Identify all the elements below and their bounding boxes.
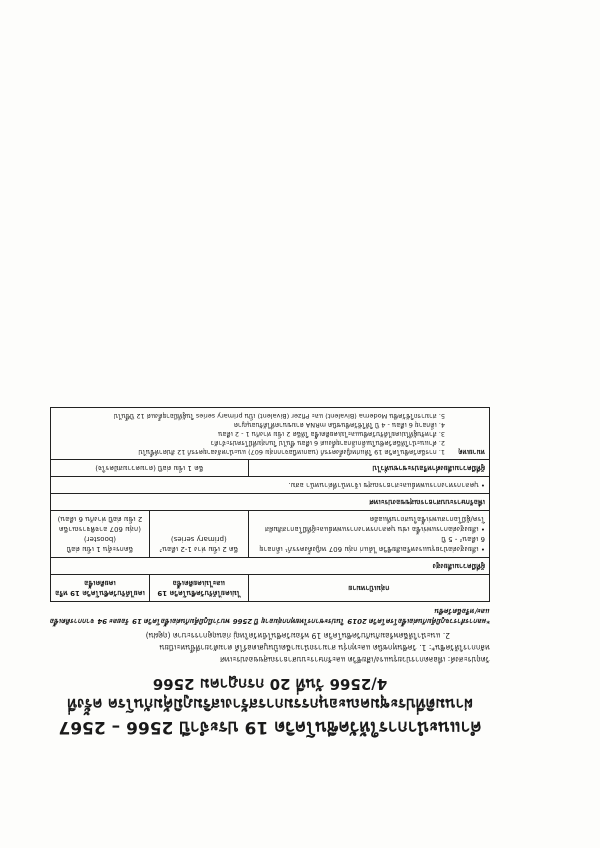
list-item: • เสี่ยงสูงต่อการแพร่เชื้อ เช่น บุคลากรทางการแพทย์และผู้ที่มีโอกาสสัมผัสโรค/ผู้มีโอกาสแพร่เชื้อในสถานที่แออัด bbox=[264, 515, 485, 533]
dose-text: ฉีดกระตุ้น 1 เข็ม ต่อปี bbox=[66, 545, 134, 553]
footnote-item: 3. สำหรับผู้ที่ไม่เคยได้รับวัคซีนและไม่เคยติดเชื้อ ให้ฉีด 2 เข็ม ห่างกัน 1 - 2 เดือน bbox=[218, 430, 445, 438]
dose-text: ฉีด 2 เข็ม ห่าง 1-2 เดือน³ bbox=[159, 545, 239, 553]
document-title: คำแนะนำการให้วัคซีนโควิด 19 ประจำปี 2566 – 2567 bbox=[58, 717, 482, 737]
footnote-item: 1. การฉีดวัคซีนโควิด 19 ให้แก่หญิงตั้งครรภ์ (นอกเหนือจากกลุ่ม 607) แนะนำหลังอายุครรภ์ 12 สัปดาห์ขึ้นไป bbox=[138, 448, 445, 456]
table-row bbox=[51, 460, 490, 477]
section-low-risk: ผู้ที่มีความเสี่ยงต่ำหรือประชาชนทั่วไป bbox=[248, 460, 489, 477]
list-item: • บุคลากรทางการแพทย์และสาธารณสุข เจ้าหน้าที่ด่านหน้า อสม. bbox=[288, 481, 485, 489]
survey-note: *ผลการสำรวจภูมิคุ้มกันต่อเชื้อโรคโควิด 2019 ในประชากรไทยทุกกลุ่มอายุ ปี 2566 พบว่ามีภูมิคุ้มกันต่อเชื้อโควิด 19 ร้อยละ 94 จากการติดเชื้อและ/หรือฉีดวัคซีน bbox=[50, 607, 490, 625]
section-high-risk: ผู้ที่มีความเสี่ยงสูง bbox=[51, 558, 490, 575]
health-system-groups-cell bbox=[51, 477, 490, 494]
header-previously-vaccinated: เคยได้รับวัคซีนโควิด 19 หรือเคยติดเชื้อ bbox=[51, 575, 150, 602]
principle-1-text: หลักการให้วัคซีน*: 1. วัคซีนทุกชนิด และทุกรุ่น สามารถนำมาฉีดเป็นบูสเตอร์ได้ ตามตัวยาที่ขึ้นทะเบียน bbox=[159, 643, 490, 652]
footnote-item: 4. เด็กอายุ 6 เดือน - 4 ปี ให้ใช้วัคซีนชนิด mRNA ตามขนาดที่ได้รับอนุญาต bbox=[233, 421, 445, 429]
footnote-item: 5. สามารถใช้วัคซีน Moderna (Bivalent) และ Pfizer (Bivalent) เป็น primary series ในผู้ที่มีอายุตั้งแต่ 12 ปีขึ้นไป bbox=[113, 412, 445, 420]
high-risk-groups-cell bbox=[248, 511, 489, 558]
recommendation-table bbox=[50, 459, 490, 602]
previously-vaccinated-cell bbox=[51, 511, 150, 558]
objective-text: วัตถุประสงค์: เพื่อลดการป่วยรุนแรง/เสียชีวิต และรักษาระบบสาธารณสุขของประเทศ bbox=[220, 655, 490, 664]
table-row bbox=[51, 477, 490, 494]
dose-text: (primary series) bbox=[170, 535, 227, 543]
list-item: • เสี่ยงสูงต่อป่วยรุนแรงหรือเสียชีวิต ได้แก่ กลุ่ม 607 หญิงตั้งครรภ์¹ เด็กอายุ 6 เดือน² - 5 ปี bbox=[259, 535, 485, 553]
table-row bbox=[51, 558, 490, 575]
dose-text: (booster) bbox=[83, 535, 116, 543]
never-vaccinated-cell bbox=[149, 511, 248, 558]
footnote-item: 2. คำแนะนำให้ฉีดวัคซีนในเด็กเล็กอายุตั้งแต่ 6 เดือน ขึ้นไป ในกลุ่มที่มีโรคประจำตัว bbox=[210, 439, 445, 447]
document-subtitle: ผ่านมติที่ประชุมคณะอนุกรรมการสร้างเสริมภูมิคุ้มกันโรค ครั้งที่ 4/2566 วันที่ 20 กรกฎาคม 2566 bbox=[67, 675, 473, 713]
document-content bbox=[50, 407, 490, 738]
table-row bbox=[51, 494, 490, 511]
header-target-group: กลุ่มเป้าหมาย bbox=[248, 575, 489, 602]
dose-text: (กลุ่ม 607 อาจพิจารณาฉีด bbox=[58, 525, 142, 533]
low-risk-dose-cell: ฉีด 1 เข็ม ต่อปี (ตามความสมัครใจ) bbox=[51, 460, 249, 477]
table-row bbox=[51, 511, 490, 558]
header-never-vaccinated: ไม่เคยได้รับวัคซีนโควิด 19 และไม่เคยติดเชื้อ bbox=[149, 575, 248, 602]
footnotes-box bbox=[50, 407, 490, 459]
table-header-row bbox=[51, 575, 490, 602]
footnotes-list bbox=[55, 411, 445, 456]
dose-text: 2 เข็ม ต่อปี ห่างกัน 6 เดือน) bbox=[57, 515, 143, 523]
section-health-system: เพื่อรักษาระบบสาธารณสุขของประเทศ bbox=[51, 494, 490, 511]
principle-2-text: 2. แนะนำให้ฉีดพร้อมกันกับวัคซีนโควิด 19 พร้อมวัคซีนไข้หวัดใหญ่ ก่อนฤดูการระบาด (ฤดูฝน) bbox=[145, 631, 450, 640]
footnotes-label: หมายเหตุ bbox=[458, 448, 485, 456]
